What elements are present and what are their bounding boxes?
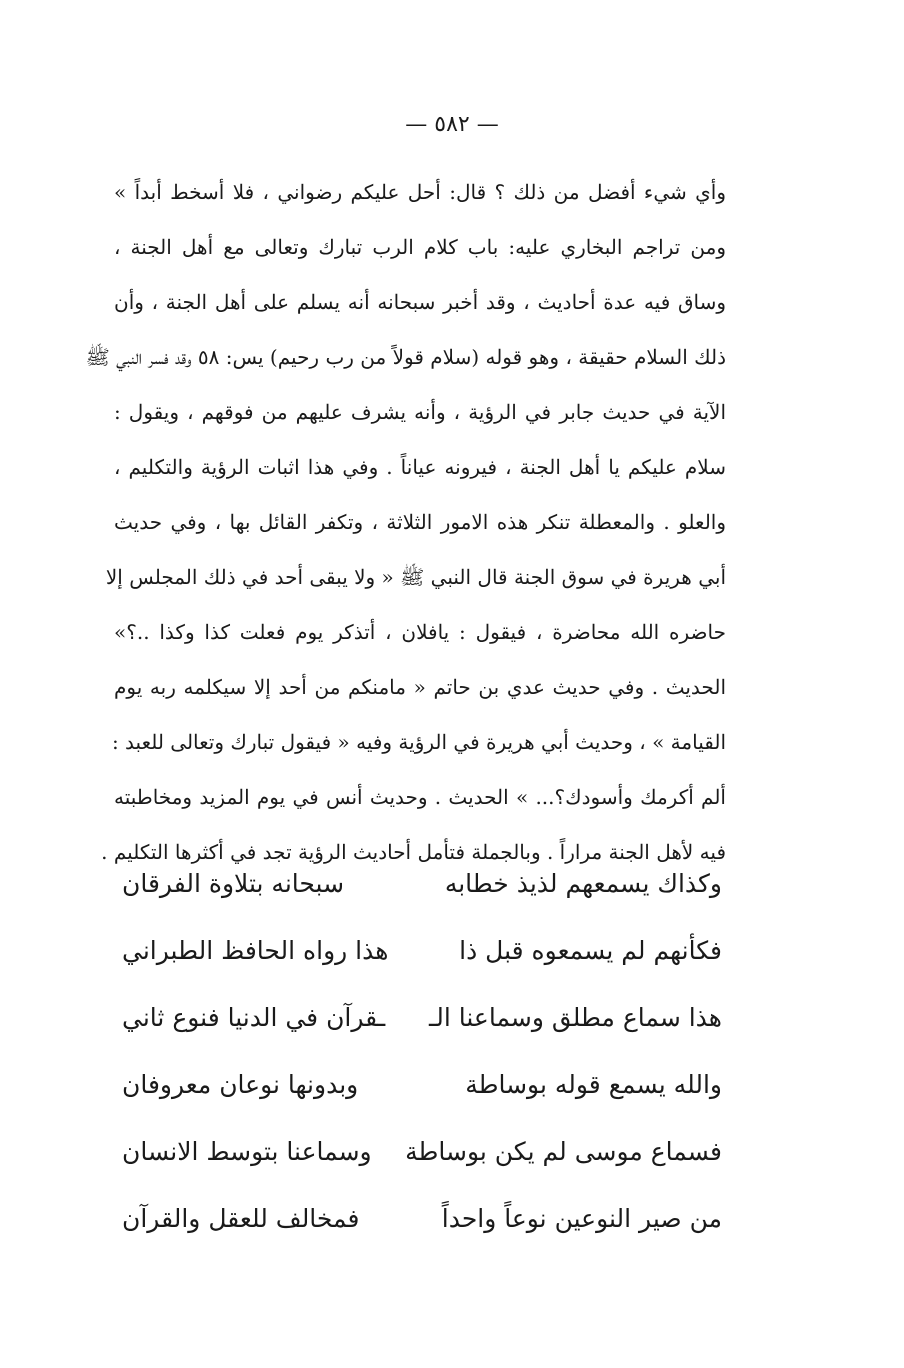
prose-line: القيامة » ، وحديث أبي هريرة في الرؤية وفيه « فيقول تبارك وتعالى للعبد : (111, 730, 726, 754)
verse-first-hemistich: وكذاك يسمعهم لذيذ خطابه (444, 869, 722, 898)
prose-line: ومن تراجم البخاري عليه: باب كلام الرب تبارك وتعالى مع أهل الجنة ، (114, 235, 726, 259)
prose-line: الآية في حديث جابر في الرؤية ، وأنه يشرف عليهم من فوقهم ، ويقول : (114, 400, 726, 424)
prose-line: أبي هريرة في سوق الجنة قال النبي ﷺ « ولا يبقى أحد في ذلك المجلس إلا (105, 565, 726, 589)
prose-line: ألم أكرمك وأسودك؟... » الحديث . وحديث أنس في يوم المزيد ومخاطبته (114, 785, 726, 809)
verse-first-hemistich: هذا سماع مطلق وسماعنا الـ (428, 1003, 722, 1032)
prose-line: الحديث . وفي حديث عدي بن حاتم « مامنكم من أحد إلا سيكلمه ربه يوم (114, 675, 726, 699)
prose-line: وأي شيء أفضل من ذلك ؟ قال: أحل عليكم رضواني ، فلا أسخط أبداً » (114, 180, 726, 204)
page-number: — ٥٨٢ — (405, 112, 499, 137)
verse-first-hemistich: من صير النوعين نوعاً واحداً (441, 1204, 722, 1233)
prose-line: وساق فيه عدة أحاديث ، وقد أخبر سبحانه أنه يسلم على أهل الجنة ، وأن (114, 290, 726, 314)
poem-verse (122, 917, 722, 984)
prose-line: سلام عليكم يا أهل الجنة ، فيرونه عياناً . وفي هذا اثبات الرؤية والتكليم ، (114, 455, 726, 479)
verse-second-hemistich: وسماعنا بتوسط الانسان (122, 1137, 372, 1166)
prose-block (85, 165, 726, 880)
poem-block (122, 850, 722, 1252)
verse-second-hemistich: سبحانه بتلاوة الفرقان (122, 869, 345, 898)
verse-second-hemistich: ـقرآن في الدنيا فنوع ثاني (122, 1003, 386, 1032)
prose-line: ذلك السلام حقيقة ، وهو قوله (سلام قولاً من رب رحيم) يس: ٥٨ وقد فسر النبي ﷺ (85, 345, 726, 369)
poem-verse (122, 1185, 722, 1252)
poem-verse (122, 850, 722, 917)
prose-line: فيه لأهل الجنة مراراً . وبالجملة فتأمل أحاديث الرؤية تجد في أكثرها التكليم . (101, 840, 726, 864)
verse-second-hemistich: فمخالف للعقل والقرآن (122, 1204, 360, 1233)
verse-first-hemistich: فسماع موسى لم يكن بوساطة (405, 1137, 722, 1166)
prose-line: حاضره الله محاضرة ، فيقول : يافلان ، أتذكر يوم فعلت كذا وكذا ..؟» (114, 620, 726, 644)
verse-first-hemistich: فكأنهم لم يسمعوه قبل ذا (459, 936, 722, 965)
verse-second-hemistich: وبدونها نوعان معروفان (122, 1070, 359, 1099)
poem-verse (122, 1118, 722, 1185)
poem-verse (122, 1051, 722, 1118)
poem-verse (122, 984, 722, 1051)
prose-line: والعلو . والمعطلة تنكر هذه الامور الثلاثة ، وتكفر القائل بها ، وفي حديث (114, 510, 726, 534)
verse-first-hemistich: والله يسمع قوله بوساطة (465, 1070, 722, 1099)
verse-second-hemistich: هذا رواه الحافظ الطبراني (122, 936, 389, 965)
